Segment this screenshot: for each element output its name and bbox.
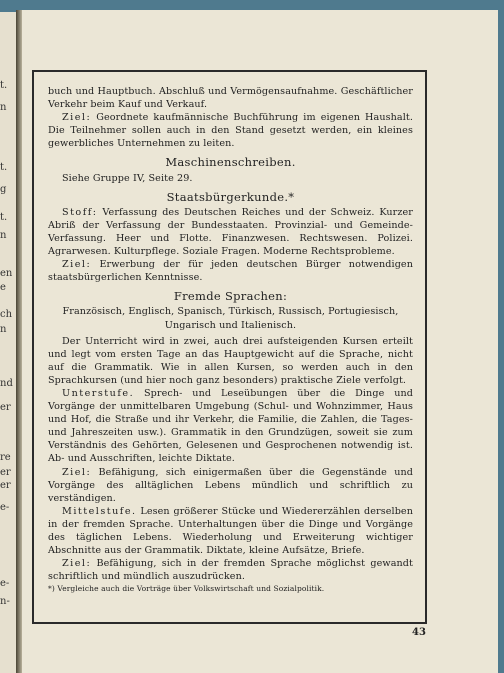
- text-frame: [32, 70, 427, 624]
- content-label: Stoff:: [62, 206, 98, 218]
- section-heading-civics: Staatsbürgerkunde.*: [166, 189, 295, 204]
- margin-fragment: t.: [0, 212, 8, 223]
- level-text: Lesen größerer Stücke und Wiedererzählen derselben in der fremden Sprache. Unterhaltungen über die Dinge und Vorgänge des täglichen Lebens. Wiederholung und Erweiterung wichtiger Abschnitte aus der Grammatik. Diktate, kleine Aufsätze, Briefe.: [48, 505, 413, 557]
- section-heading-languages: Fremde Sprachen:: [173, 289, 288, 304]
- level-text: Sprech- und Leseübungen über die Dinge und Vorgänge der unmittelbaren Umgebung (Schul- und Wohnzimmer, Haus und Hof, die Straße und ihr Verkehr, die Familie, die Zahlen, die Tages- und Jahreszeiten usw.). Grammatik in den Grundzügen, soweit sie zum Verständnis des Gehörten, Gelesenen und Gesprochenen notwendig ist. Ab- und Ausschriften, leichte Diktate.: [48, 387, 413, 465]
- margin-fragment: n: [0, 102, 7, 113]
- lower-level: [48, 387, 413, 466]
- civics-content: [48, 206, 413, 258]
- languages-list: Französisch, Englisch, Spanisch, Türkisch, Russisch, Portugiesisch, Ungarisch und Italienisch.: [62, 306, 399, 331]
- goal-label: Ziel:: [62, 259, 92, 271]
- goal-label: Ziel:: [62, 558, 92, 570]
- bookkeeping-intro: buch und Hauptbuch. Abschluß und Vermögensaufnahme. Geschäftlicher Verkehr beim Kauf und Verkauf.: [48, 86, 413, 111]
- content-text: Verfassung des Deutschen Reiches und der Schweiz. Kurzer Abriß der Verfassung der Bundesstaaten. Provinzial- und Gemeinde-Verfassung. Heer und Flotte. Finanzwesen. Rechtswesen. Polizei. Agrarwesen. Kulturpflege. Soziale Fragen. Moderne Rechtsprobleme.: [48, 206, 413, 258]
- civics-goal: [48, 258, 413, 284]
- margin-fragment: er: [0, 480, 11, 491]
- footnote: *) Vergleiche auch die Vorträge über Volkswirtschaft und Sozialpolitik.: [48, 584, 325, 594]
- goal-text: Erwerbung der für jeden deutschen Bürger notwendigen staatsbürgerlichen Kenntnisse.: [48, 259, 413, 284]
- margin-fragment: nd: [0, 378, 13, 389]
- margin-fragment: er: [0, 402, 11, 413]
- margin-fragment: ch: [0, 309, 13, 320]
- middle-level-goal: [48, 557, 413, 583]
- margin-fragment: e: [0, 282, 6, 293]
- bookkeeping-goal: [48, 111, 413, 150]
- goal-label: Ziel:: [62, 466, 92, 478]
- goal-text: Geordnete kaufmännische Buchführung im eigenen Haushalt. Die Teilnehmer sollen auch in den Stand gesetzt werden, ein kleines gewerbliches Unternehmen zu leiten.: [48, 112, 413, 150]
- margin-fragment: e-: [0, 578, 10, 589]
- page-number: 43: [412, 627, 426, 638]
- margin-fragment: t.: [0, 162, 8, 173]
- book-page: [22, 10, 498, 673]
- level-label: Unterstufe.: [62, 387, 135, 399]
- margin-fragment: n: [0, 230, 7, 241]
- margin-fragment: e-: [0, 502, 10, 513]
- page-content: [48, 85, 413, 594]
- section-heading-typing: Maschinenschreiben.: [165, 155, 296, 170]
- languages-intro: Der Unterricht wird in zwei, auch drei aufsteigenden Kursen erteilt und legt vom ersten Tage an das Hauptgewicht auf die Sprache, nicht auf die Grammatik. Wie in allen Kursen, so werden auch in den Sprachkursen (und hier noch ganz besonders) praktische Ziele verfolgt.: [48, 335, 413, 386]
- goal-label: Ziel:: [62, 112, 92, 124]
- margin-fragment: er: [0, 467, 11, 478]
- margin-fragment: n-: [0, 596, 10, 607]
- middle-level: [48, 505, 413, 557]
- margin-fragment: en: [0, 268, 13, 279]
- margin-fragment: t.: [0, 80, 8, 91]
- adjacent-page-edge: [0, 12, 17, 673]
- typing-text: Siehe Gruppe IV, Seite 29.: [62, 172, 193, 184]
- level-label: Mittelstufe.: [62, 505, 137, 517]
- goal-text: Befähigung, sich einigermaßen über die Gegenstände und Vorgänge des alltäglichen Lebens mündlich und schriftlich zu verständigen.: [48, 466, 413, 504]
- lower-level-goal: [48, 466, 413, 505]
- margin-fragment: g: [0, 184, 7, 195]
- margin-fragment: n: [0, 324, 7, 335]
- margin-fragment: re: [0, 452, 11, 463]
- goal-text: Befähigung, sich in der fremden Sprache möglichst gewandt schriftlich und mündlich auszudrücken.: [48, 558, 413, 583]
